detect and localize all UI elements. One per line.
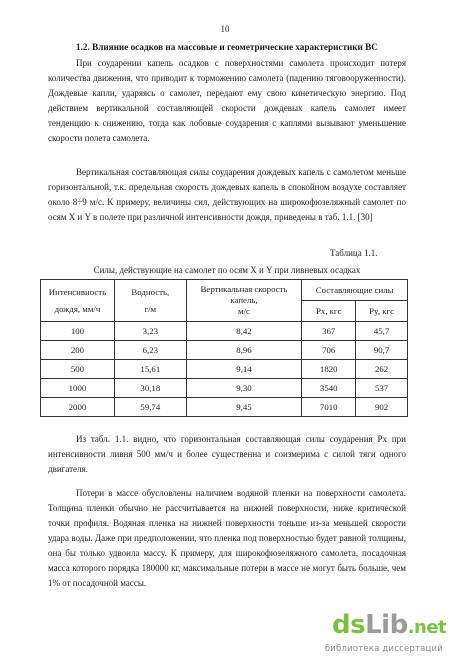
- cell-py: 537: [356, 379, 408, 398]
- paragraph-3-text: Из табл. 1.1. видно, что горизонтальная составляющая силы соударения Px при интенсивности ливня 500 мм/ч и более существенна и соизмерима с силой тяги одного двигателя.: [48, 434, 406, 474]
- cell-intensity: 1000: [41, 379, 115, 398]
- cell-py: 262: [356, 360, 408, 379]
- cell-intensity: 200: [41, 341, 115, 360]
- table-row: [41, 379, 408, 398]
- header-intensity: [41, 280, 115, 322]
- table-row: [41, 398, 408, 417]
- header-water: [114, 280, 186, 322]
- logo-ds: ds: [332, 610, 366, 640]
- cell-px: 1820: [302, 360, 356, 379]
- header-water-line1: Водность,: [131, 286, 170, 297]
- paragraph-2: [48, 165, 406, 225]
- cell-water: 6,23: [114, 341, 186, 360]
- cell-py: 45,7: [356, 322, 408, 341]
- dslib-tagline: библиотека диссертаций: [324, 644, 443, 654]
- paragraph-4: [48, 486, 406, 591]
- cell-px: 7010: [302, 398, 356, 417]
- cell-water: 3,23: [114, 322, 186, 341]
- cell-water: 15,61: [114, 360, 186, 379]
- header-speed: [186, 280, 302, 322]
- cell-speed: 8,96: [186, 341, 302, 360]
- section-heading: 1.2. Влияние осадков на массовые и геометрические характеристики ВС: [76, 42, 378, 52]
- header-intensity-line2: дождя, мм/ч: [54, 303, 101, 314]
- cell-py: 90,7: [356, 341, 408, 360]
- page-number: 10: [220, 24, 230, 34]
- dslib-watermark: [318, 608, 447, 658]
- paragraph-1-text: При соударении капель осадков с поверхностями самолета происходит потеря количества движения, что приводит к торможению самолета (падению тяговооруженности). Дождевые капли, ударяясь о самолет, передают ему свою кинетическую энергию. Под действием вертикальной составляющей скорости дождевых капель самолет имеет тенденцию к снижению, тогда как лобовые соударения с каплями вызывают уменьшение скорости полета самолета.: [48, 58, 406, 143]
- cell-px: 3540: [302, 379, 356, 398]
- paragraph-3: [48, 432, 406, 477]
- logo-lib: Lib: [365, 610, 408, 640]
- paragraph-2-text: Вертикальная составляющая силы соударения дождевых капель с самолетом меньше горизонтальной, т.к. предельная скорость дождевых капель в спокойном воздухе составляет около 8÷9 м/с. К примеру, величины сил, действующих на широкофюзеляжный самолет по осям X и Y в полете при различной интенсивности дождя, приведены в таб. 1.1. [30]: [48, 167, 406, 222]
- cell-intensity: 2000: [41, 398, 115, 417]
- table-number-label: Таблица 1.1.: [330, 248, 378, 258]
- cell-water: 59,74: [114, 398, 186, 417]
- table-row: [41, 341, 408, 360]
- header-speed-line1: Вертикальная скорость капель,: [200, 284, 288, 305]
- table-row: [41, 360, 408, 379]
- dslib-logo: [332, 610, 446, 643]
- cell-px: 367: [302, 322, 356, 341]
- header-intensity-line1: Интенсивность: [48, 286, 107, 297]
- cell-intensity: 500: [41, 360, 115, 379]
- table-row: [41, 322, 408, 341]
- paragraph-1: [48, 56, 406, 146]
- paragraph-4-text: Потери в массе обусловлены наличием водяной пленки на поверхности самолета. Толщина пленки обычно не рассчитывается на нижней поверхности, ниже критической точки профиля. Водяная пленка на нижней поверхности тоньше из-за меньшей скорости удара воды. Даже при предположении, что пленка под поверхностью будет равной толщины, она бы только удвоила массу. К примеру, для широкофюзеляжного самолета, посадочная масса которого порядка 180000 кг, максимальные потери в массе не могут быть больше, чем 1% от посадочной массы.: [48, 488, 406, 588]
- cell-speed: 8,42: [186, 322, 302, 341]
- cell-speed: 9,14: [186, 360, 302, 379]
- forces-table: [40, 279, 408, 417]
- header-px: Px, кгс: [302, 301, 356, 322]
- logo-net: .net: [407, 617, 447, 638]
- cell-px: 706: [302, 341, 356, 360]
- header-py: Py, кгс: [356, 301, 408, 322]
- cell-intensity: 100: [41, 322, 115, 341]
- header-water-line2: г/м: [144, 303, 157, 314]
- cell-speed: 9,30: [186, 379, 302, 398]
- header-components: Составляющие силы: [302, 280, 408, 301]
- header-speed-line2: м/с: [238, 306, 250, 316]
- table-header-row: [41, 280, 408, 301]
- cell-water: 30,18: [114, 379, 186, 398]
- table-title: Силы, действующие на самолет по осям X и Y при ливневых осадках: [93, 265, 361, 275]
- cell-speed: 9,45: [186, 398, 302, 417]
- cell-py: 902: [356, 398, 408, 417]
